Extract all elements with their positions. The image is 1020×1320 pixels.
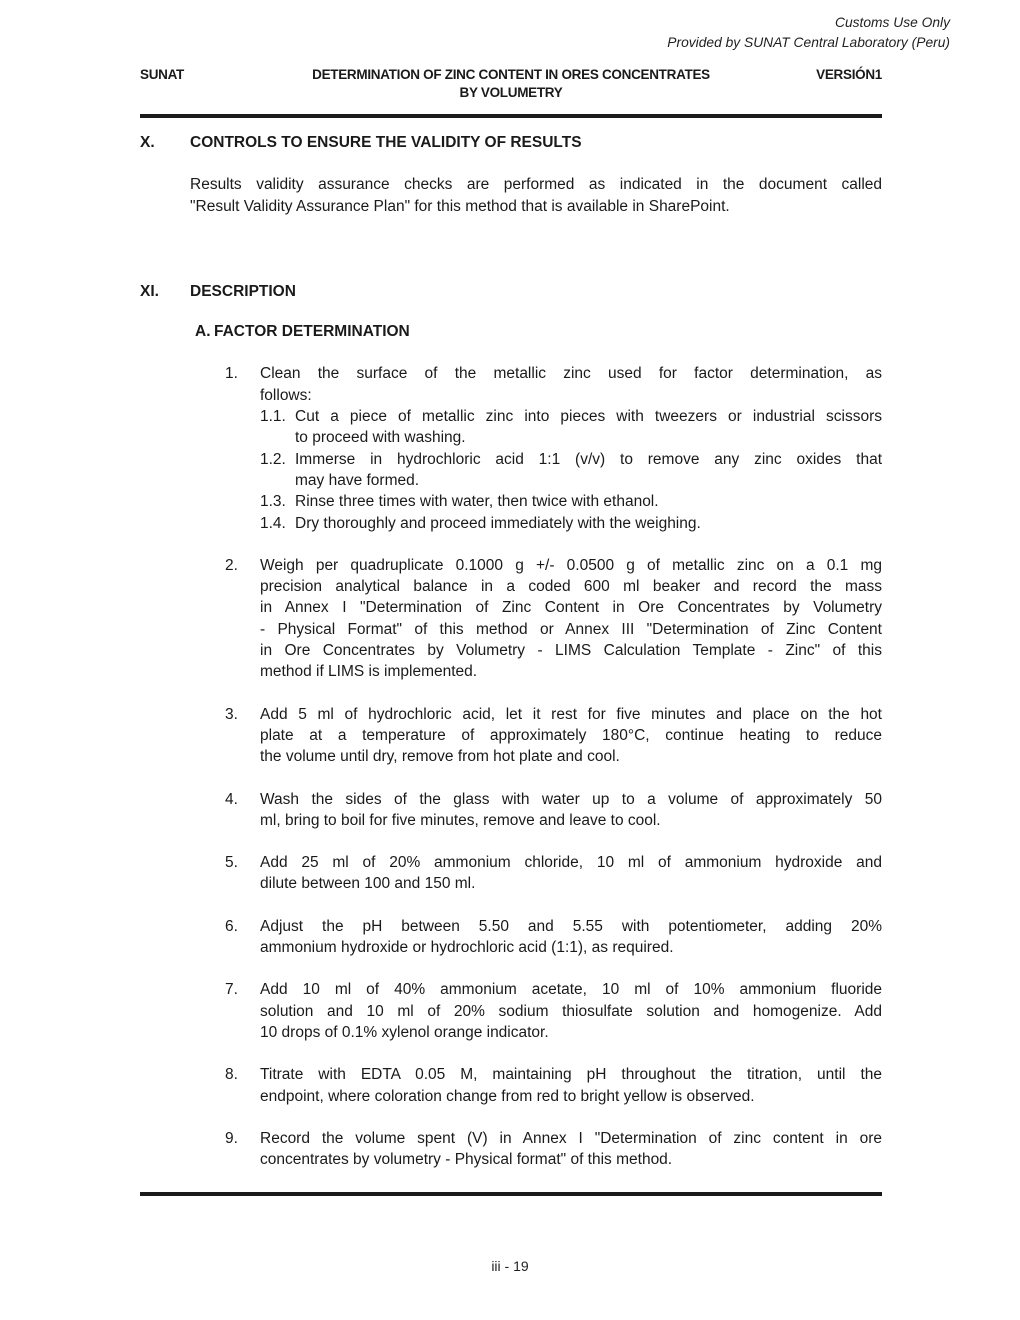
- step-number: 1.: [225, 365, 238, 383]
- step-number: 7.: [225, 981, 238, 999]
- subsection-a-heading: [195, 321, 882, 342]
- substep-number: 1.4.: [260, 514, 286, 532]
- section-xi-title: DESCRIPTION: [190, 282, 296, 300]
- section-xi-number: XI.: [140, 282, 159, 300]
- subsection-a-title: FACTOR DETERMINATION: [214, 323, 410, 341]
- step-item-9: [225, 1128, 882, 1171]
- step-number: 3.: [225, 705, 238, 723]
- step-text: Clean the surface of the metallic zinc used for factor determination, as follows:: [260, 365, 882, 404]
- substep-item-1-4: [260, 513, 882, 534]
- section-x-heading: [140, 132, 882, 153]
- section-x-paragraph: Results validity assurance checks are performed as indicated in the document called "Result Validity Assurance Plan" for this method that is available in SharePoint.: [190, 176, 882, 215]
- step-number: 6.: [225, 917, 238, 935]
- step-item-4: [225, 789, 882, 832]
- substep-item-1-3: [260, 491, 882, 512]
- step-item-1: [225, 363, 882, 533]
- substep-text: Rinse three times with water, then twice with ethanol.: [295, 493, 659, 511]
- step-text: Record the volume spent (V) in Annex I "Determination of zinc content in ore concentrates by volumetry - Physical format" of this method.: [260, 1129, 882, 1169]
- substep-text: Immerse in hydrochloric acid 1:1 (v/v) to remove any zinc oxides that may have formed.: [295, 450, 882, 489]
- header-title-line-2: BY VOLUMETRY: [459, 85, 563, 100]
- step-item-2: [225, 555, 882, 683]
- step-body: [260, 363, 882, 533]
- header-document-title: [312, 66, 710, 102]
- substep-text: Cut a piece of metallic zinc into pieces with tweezers or industrial scissors to proceed with washing.: [295, 408, 882, 447]
- header-title-line-1: DETERMINATION OF ZINC CONTENT IN ORES CONCENTRATES: [312, 67, 710, 82]
- notice-line-1: Customs Use Only: [834, 15, 950, 30]
- header-version: VERSIÓN1: [816, 67, 882, 82]
- substep-number: 1.3.: [260, 493, 286, 511]
- substep-number: 1.1.: [260, 408, 286, 426]
- substep-item-1-1: [260, 406, 882, 449]
- step-number: 2.: [225, 556, 238, 574]
- classification-notice: [667, 13, 950, 53]
- step-text: Adjust the pH between 5.50 and 5.55 with potentiometer, adding 20% ammonium hydroxide or hydrochloric acid (1:1), as required.: [260, 917, 882, 957]
- header-organization: SUNAT: [140, 67, 184, 82]
- step-text: Add 25 ml of 20% ammonium chloride, 10 ml of ammonium hydroxide and dilute between 100 and 150 ml.: [260, 854, 882, 893]
- section-x-number: X.: [140, 134, 155, 151]
- footer-rule: [140, 1192, 882, 1196]
- step-item-5: [225, 852, 882, 895]
- step-number: 4.: [225, 790, 238, 808]
- header-rule: [140, 114, 882, 118]
- step-text: Weigh per quadruplicate 0.1000 g +/- 0.0500 g of metallic zinc on a 0.1 mg precision analytical balance in a coded 600 ml beaker and record the mass in Annex I "Determination of Zinc Content in Ore Concentrates by Volumetry - Physical Format" of this method or Annex III "Determination of Zinc Content in Ore Concentrates by Volumetry - LIMS Calculation Template - Zinc" of this method if LIMS is implemented.: [260, 556, 882, 681]
- step-text: Wash the sides of the glass with water up to a volume of approximately 50 ml, bring to boil for five minutes, remove and leave to cool.: [260, 790, 882, 829]
- subsection-a-label: A.: [195, 323, 211, 341]
- section-x-title: CONTROLS TO ENSURE THE VALIDITY OF RESULTS: [190, 134, 582, 151]
- document-header: [140, 66, 882, 102]
- step-number: 9.: [225, 1129, 238, 1147]
- steps-list: [140, 363, 882, 1170]
- step-text: Titrate with EDTA 0.05 M, maintaining pH throughout the titration, until the endpoint, where coloration change from red to bright yellow is observed.: [260, 1066, 882, 1105]
- substep-number: 1.2.: [260, 450, 286, 468]
- step-item-3: [225, 704, 882, 768]
- step-text: Add 5 ml of hydrochloric acid, let it rest for five minutes and place on the hot plate at a temperature of approximately 180°C, continue heating to reduce the volume until dry, remove from hot plate and cool.: [260, 705, 882, 766]
- step-item-7: [225, 979, 882, 1043]
- substep-text: Dry thoroughly and proceed immediately with the weighing.: [295, 514, 701, 532]
- notice-line-2: Provided by SUNAT Central Laboratory (Peru): [667, 35, 950, 50]
- step-number: 8.: [225, 1066, 238, 1084]
- step-text: Add 10 ml of 40% ammonium acetate, 10 ml of 10% ammonium fluoride solution and 10 ml of 20% sodium thiosulfate solution and homogenize. Add 10 drops of 0.1% xylenol orange indicator.: [260, 981, 882, 1041]
- step-item-6: [225, 916, 882, 959]
- page-number: iii - 19: [491, 1258, 529, 1274]
- step-number: 5.: [225, 854, 238, 872]
- section-xi-heading: [140, 281, 882, 302]
- step-item-8: [225, 1064, 882, 1107]
- substep-item-1-2: [260, 449, 882, 492]
